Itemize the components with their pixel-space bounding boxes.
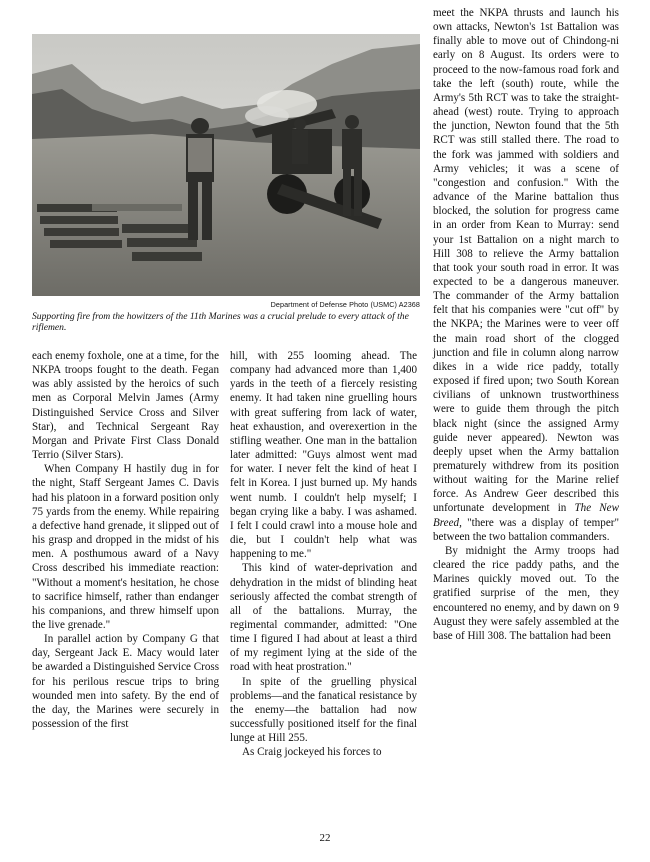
photo-caption: Supporting fire from the howitzers of the 11th Marines was a crucial prelude to every attack of the riflemen. <box>32 311 409 333</box>
howitzer-photo-image <box>32 34 420 296</box>
photo-credit: Department of Defense Photo (USMC) A2368 <box>270 300 420 309</box>
paragraph: In spite of the gruelling physical problems—and the fanatical resistance by the enemy—the battalion had now successfully positioned itself for the final lunge at Hill 255. <box>230 675 417 745</box>
text-column-2 <box>230 349 417 760</box>
howitzer-photo <box>32 34 420 296</box>
paragraph: hill, with 255 looming ahead. The company had advanced more than 1,400 yards in the teeth of a fiercely resisting enemy. It had taken nine gruelling hours with great suffering from lack of water, heat exhaustion, and overexertion in the stifling weather. One man in the battalion later admitted: "Guys almost went mad for water. I never felt the kind of heat I felt in Korea. I just burned up. My hands went numb. I couldn't help myself; I began crying like a baby. I was ashamed. I felt I could crawl into a mouse hole and die, but I couldn't help what was happening to me." <box>230 350 417 561</box>
paragraph: each enemy foxhole, one at a time, for the NKPA troops fought to the death. Fegan was ably assisted by the heroics of such men as Corporal Melvin James (Army Distinguished Service Cross and Silver Star), and Technical Sergeant Ray Morgan and Private First Class Donald Terrio (Silver Stars). <box>32 350 219 462</box>
paragraph: In parallel action by Company G that day, Sergeant Jack E. Macy would later be awarded a Distinguished Service Cross for his perilous rescue trips to bring wounded men into safety. By the end of the day, the Marines were securely in possession of the first <box>32 633 220 731</box>
paragraph: As Craig jockeyed his forces to <box>242 746 382 759</box>
paragraph <box>433 6 619 544</box>
page-number: 22 <box>319 832 331 844</box>
paragraph: When Company H hastily dug in for the night, Staff Sergeant James C. Davis had his platoon in a forward position only 75 yards from the enemy. While repairing a defective hand grenade, it slipped out of his grasp and dropped in the midst of his men. A posthumous award of a Navy Cross described his immediate reaction: "Without a moment's hesitation, he chose to sacrifice himself, rather than endanger his companions, and threw himself upon the live grenade." <box>32 463 219 631</box>
paragraph: By midnight the Army troops had cleared the rice paddy paths, and the Marines quickly moved out. To the gratified surprise of the men, they encountered no enemy, and by dawn on 9 August they were safely assembled at the base of Hill 308. The battalion had been <box>433 544 619 642</box>
book-title: The New Breed, <box>433 502 619 529</box>
text-column-1 <box>32 349 219 731</box>
paragraph-text: meet the NKPA thrusts and launch his own attacks, Newton's 1st Battalion was finally able to move out of Chindong-ni early on 8 August. Its orders were to proceed to the now-famous road fork and take the left (south) route, while the Army's 5th RCT was to take the straight-ahead (west) route. Trying to approach the junction, Newton found that the 5th RCT was still stalled there. The road to the fork was jammed with soldiers and Army vehicles; it was a scene of "congestion and confusion." With the advance of the Marine battalion thus blocked, the solution for progress came in an order from Kean to Murray: send your 1st Battalion on a night march to Hill 308 to relieve the Army battalion that took your south road in error. It was expected to be a dangerous maneuver. The commander of the Army battalion felt that his companies were "cut off" by the NKPA; the Marines were to veer off the main road short of the clogged junction and file in column along narrow dikes in a wide rice paddy, totally exposed if fired upon; two South Korean civilians of unknown trustworthiness were to guide them through the pitch black night (since the assigned Army guide never appeared). Newton was deeply upset when the Army battalion prematurely withdrew from its position without waiting for the Marine relief force. As Andrew Geer described this unfortunate development in <box>433 7 619 515</box>
paragraph-text: "there was a display of temper" between the two battalion commanders. <box>433 516 619 543</box>
paragraph: This kind of water-deprivation and dehydration in the midst of blinding heat seriously affected the combat strength of all of the battalions. Murray, the regimental commander, admitted: "One time I figured I had about at least a third of my regiment lying at the side of the road with heat prostration." <box>230 562 417 674</box>
text-column-3 <box>433 6 619 643</box>
